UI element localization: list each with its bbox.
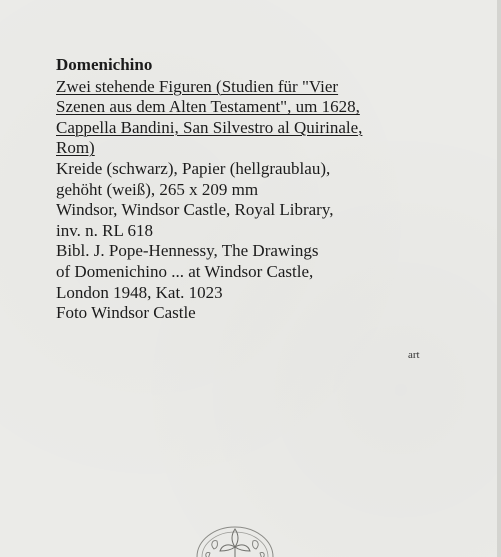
card-edge xyxy=(497,0,501,557)
record-text xyxy=(56,55,476,324)
dimensions-line: gehöht (weiß), 265 x 209 mm xyxy=(56,179,259,199)
photo-credit-line: Foto Windsor Castle xyxy=(56,303,196,323)
bibliography-line: London 1948, Kat. 1023 xyxy=(56,282,223,302)
collection-tag: art xyxy=(408,349,420,361)
title-line: Cappella Bandini, San Silvestro al Quirinale, xyxy=(56,117,363,137)
bibliography-line: Bibl. J. Pope-Hennessy, The Drawings xyxy=(56,241,319,261)
title-line: Rom) xyxy=(56,138,95,158)
bibliography-line: of Domenichino ... at Windsor Castle, xyxy=(56,261,314,281)
medium-line: Kreide (schwarz), Papier (hellgraublau), xyxy=(56,158,331,178)
artwork-details xyxy=(56,159,476,324)
ornamental-stamp-icon xyxy=(190,515,280,557)
artwork-title xyxy=(56,77,476,159)
artist-name: Domenichino xyxy=(56,55,153,74)
location-line: Windsor, Windsor Castle, Royal Library, xyxy=(56,200,334,220)
title-line: Zwei stehende Figuren (Studien für "Vier xyxy=(56,76,339,96)
inventory-line: inv. n. RL 618 xyxy=(56,220,153,240)
title-line: Szenen aus dem Alten Testament", um 1628, xyxy=(56,97,360,117)
